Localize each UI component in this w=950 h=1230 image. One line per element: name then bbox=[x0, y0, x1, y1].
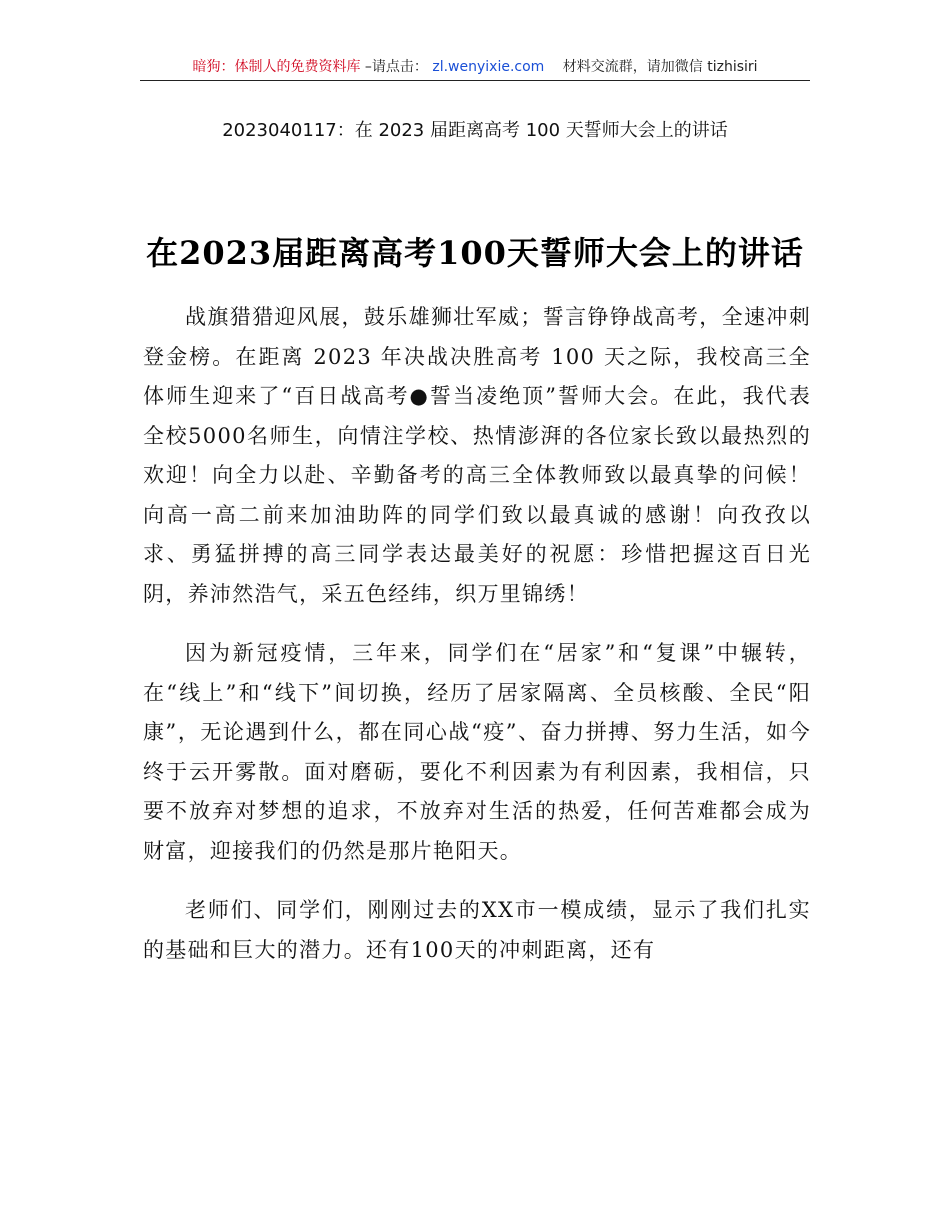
contact-text: 材料交流群，请加微信 tizhisiri bbox=[562, 59, 758, 75]
promo-text: 暗狗：体制人的免费资料库 bbox=[192, 59, 361, 75]
site-header bbox=[140, 56, 810, 81]
paragraph: 老师们、同学们，刚刚过去的XX市一模成绩，显示了我们扎实的基础和巨大的潜力。还有100天的冲刺距离，还有 bbox=[143, 898, 811, 962]
document-id-line: 2023040117：在 2023 届距离高考 100 天誓师大会上的讲话 bbox=[222, 120, 728, 141]
paragraph: 战旗猎猎迎风展，鼓乐雄狮壮军威；誓言铮铮战高考，全速冲刺登金榜。在距离 2023 年决战决胜高考 100 天之际，我校高三全体师生迎来了“百日战高考●誓当凌绝顶”誓师大会。在此，我代表全校5000名师生，向情注学校、热情澎湃的各位家长致以最热烈的欢迎！向全力以赴、辛勤备考的高三全体教师致以最真挚的问候！向高一高二前来加油助阵的同学们致以最真诚的感谢！向孜孜以求、勇猛拼搏的高三同学表达最美好的祝愿：珍惜把握这百日光阴，养沛然浩气，采五色经纬，织万里锦绣！ bbox=[143, 305, 811, 606]
click-prompt: –请点击： bbox=[364, 59, 428, 75]
site-link[interactable]: zl.wenyixie.com bbox=[432, 59, 545, 75]
document-body bbox=[143, 298, 811, 990]
document-title: 在2023届距离高考100天誓师大会上的讲话 bbox=[146, 234, 804, 272]
paragraph: 因为新冠疫情，三年来，同学们在“居家”和“复课”中辗转，在“线上”和“线下”间切换，经历了居家隔离、全员核酸、全民“阳康”，无论遇到什么，都在同心战“疫”、奋力拼搏、努力生活，如今终于云开雾散。面对磨砺，要化不利因素为有利因素，我相信，只要不放弃对梦想的追求，不放弃对生活的热爱，任何苦难都会成为财富，迎接我们的仍然是那片艳阳天。 bbox=[143, 641, 811, 863]
